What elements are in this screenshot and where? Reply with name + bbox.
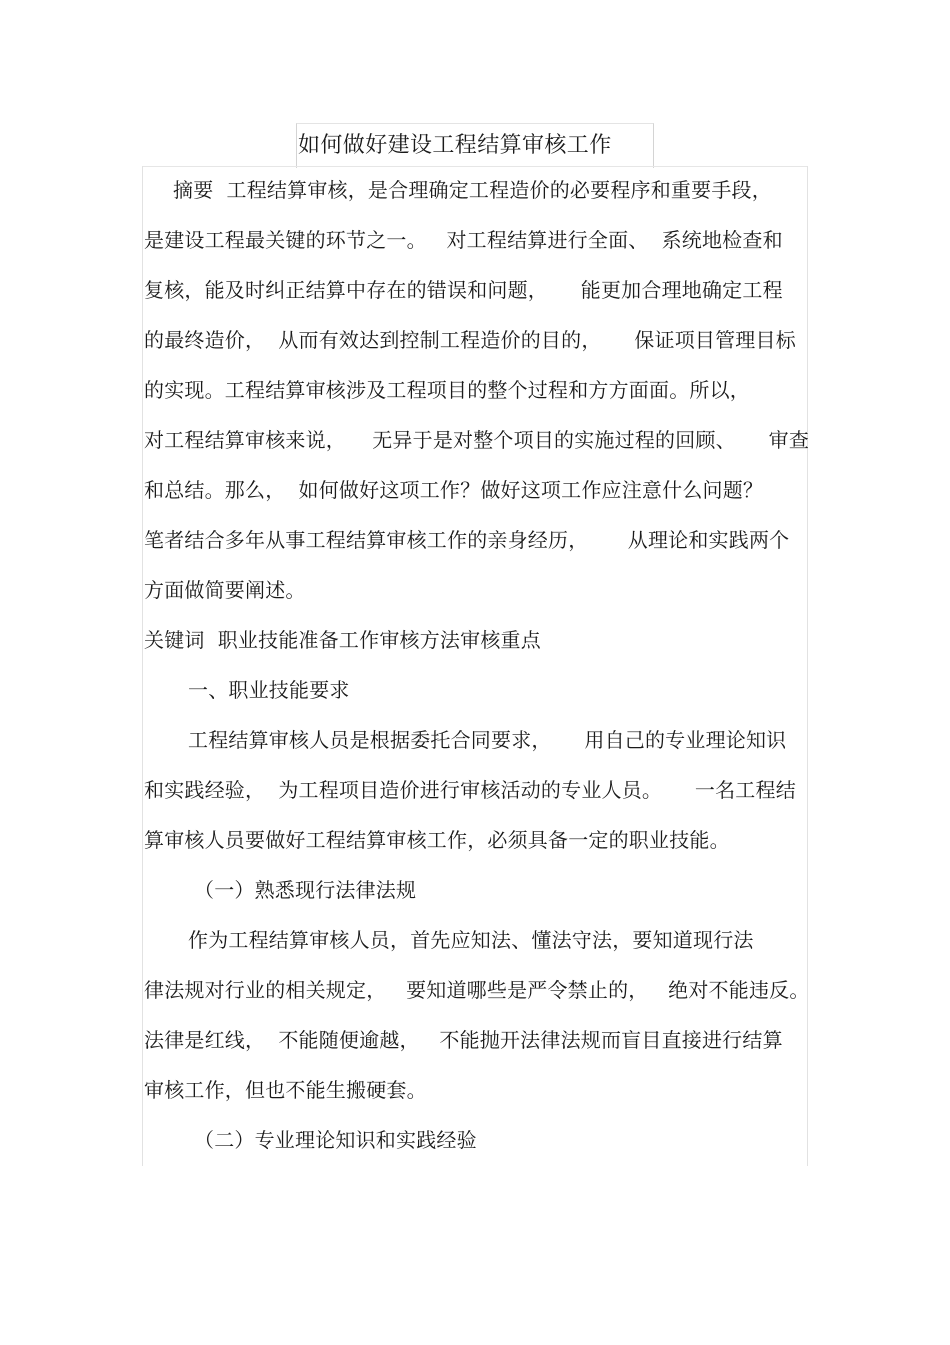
subsection-heading: （一）熟悉现行法律法规	[194, 878, 417, 902]
body-line: 法律是红线， 不能随便逾越， 不能抛开法律法规而盲目直接进行结算	[144, 1028, 783, 1052]
abstract-line: 笔者结合多年从事工程结算审核工作的亲身经历， 从理论和实践两个	[144, 528, 790, 552]
frame-right-border	[807, 166, 808, 1166]
abstract-line: 摘要 工程结算审核，是合理确定工程造价的必要程序和重要手段，	[173, 178, 772, 202]
body-line: 算审核人员要做好工程结算审核工作，必须具备一定的职业技能。	[144, 828, 730, 852]
body-line: 工程结算审核人员是根据委托合同要求， 用自己的专业理论知识	[188, 728, 787, 752]
abstract-line: 和总结。那么， 如何做好这项工作？做好这项工作应注意什么问题？	[144, 478, 764, 502]
abstract-line: 复核，能及时纠正结算中存在的错误和问题， 能更加合理地确定工程	[144, 278, 783, 302]
frame-top-border	[142, 166, 808, 167]
body-line: 和实践经验， 为工程项目造价进行审核活动的专业人员。 一名工程结	[144, 778, 796, 802]
abstract-line: 的最终造价， 从而有效达到控制工程造价的目的， 保证项目管理目标	[144, 328, 796, 352]
body-line: 律法规对行业的相关规定， 要知道哪些是严令禁止的， 绝对不能违反。	[144, 978, 810, 1002]
keywords-line: 关键词 职业技能准备工作审核方法审核重点	[144, 628, 541, 652]
abstract-line: 方面做简要阐述。	[144, 578, 306, 602]
body-line: 审核工作，但也不能生搬硬套。	[144, 1078, 427, 1102]
subsection-heading: （二）专业理论知识和实践经验	[194, 1128, 477, 1152]
abstract-line: 是建设工程最关键的环节之一。 对工程结算进行全面、 系统地检查和	[144, 228, 783, 252]
abstract-line: 对工程结算审核来说， 无异于是对整个项目的实施过程的回顾、 审查	[144, 428, 810, 452]
frame-left-border	[142, 166, 143, 1166]
section-heading: 一、职业技能要求	[188, 678, 350, 702]
document-title: 如何做好建设工程结算审核工作	[298, 133, 612, 158]
abstract-line: 的实现。工程结算审核涉及工程项目的整个过程和方方面面。所以，	[144, 378, 750, 402]
body-line: 作为工程结算审核人员，首先应知法、懂法守法，要知道现行法	[188, 928, 754, 952]
